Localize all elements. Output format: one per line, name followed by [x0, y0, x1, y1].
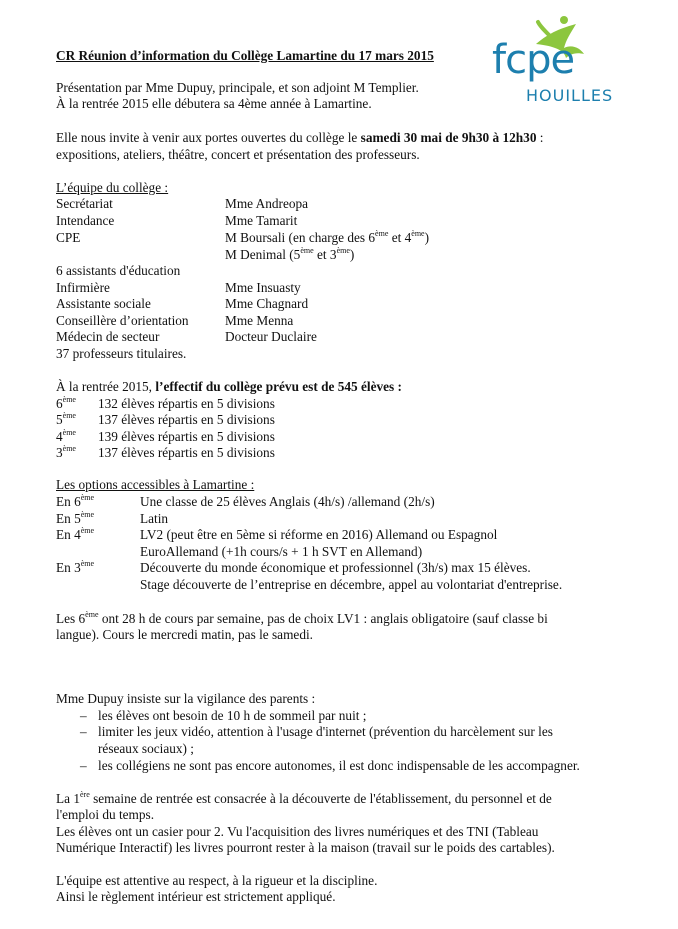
text-part: M Boursali (en charge des 6 — [225, 230, 376, 245]
text-part: Les 6 — [56, 611, 86, 626]
team-name-cpe-1 — [225, 230, 429, 246]
team-name: Mme Tamarit — [225, 213, 298, 228]
text-part: ont 28 h de cours par semaine, pas de choix LV1 : anglais obligatoire (sauf classe bi — [98, 611, 548, 626]
rentree-line-2: l'emploi du temps. — [56, 807, 155, 822]
closing-line-2: Ainsi le règlement intérieur est strictement appliqué. — [56, 889, 336, 904]
open-house-line-2: expositions, ateliers, théâtre, concert et présentation des professeurs. — [56, 147, 420, 162]
team-assistants: 6 assistants d'éducation — [56, 263, 181, 278]
effectif-text: 139 élèves répartis en 5 divisions — [98, 429, 275, 444]
text-part: En 4 — [56, 527, 81, 542]
closing-line-1: L'équipe est attentive au respect, à la rigueur et la discipline. — [56, 873, 378, 888]
vigilance-item: les élèves ont besoin de 10 h de sommeil par nuit ; — [98, 708, 367, 723]
effectif-text: 137 élèves répartis en 5 divisions — [98, 445, 275, 460]
logo-wordmark: fcpe — [492, 37, 575, 83]
superscript: ème — [62, 394, 76, 404]
superscript: ème — [80, 525, 95, 535]
effectif-level — [56, 396, 76, 412]
text-part: En 3 — [56, 560, 81, 575]
text-part: En 6 — [56, 494, 81, 509]
logo-city: HOUILLES — [526, 86, 614, 105]
text-part: ) — [424, 230, 430, 245]
text-part: semaine de rentrée est consacrée à la découverte de l'établissement, du personnel et de — [89, 791, 552, 806]
team-name: Mme Insuasty — [225, 280, 301, 295]
vigilance-item: limiter les jeux vidéo, attention à l'usage d'internet (prévention du harcèlement sur les — [98, 724, 553, 739]
text-part: 3 — [56, 445, 63, 460]
vigilance-intro: Mme Dupuy insiste sur la vigilance des parents : — [56, 691, 316, 706]
team-professeurs: 37 professeurs titulaires. — [56, 346, 187, 361]
team-name: Mme Andreopa — [225, 196, 309, 211]
text-part: La 1 — [56, 791, 80, 806]
superscript: ème — [62, 410, 76, 420]
option-text: Stage découverte de l’entreprise en décembre, appel au volontariat d'entreprise. — [140, 577, 563, 592]
open-house-prefix: Elle nous invite à venir aux portes ouvertes du collège le — [56, 130, 361, 145]
text-part: En 5 — [56, 511, 81, 526]
effectif-level — [56, 445, 76, 461]
option-text: Découverte du monde économique et professionnel (3h/s) max 15 élèves. — [140, 560, 531, 575]
team-role: Conseillère d’orientation — [56, 313, 189, 328]
rentree-line-3: Les élèves ont un casier pour 2. Vu l'acquisition des livres numériques et des TNI (Tableau — [56, 824, 539, 839]
option-text: LV2 (peut être en 5ème si réforme en 2016) Allemand ou Espagnol — [140, 527, 498, 542]
team-name: Mme Chagnard — [225, 296, 309, 311]
rentree-line-1 — [56, 791, 552, 807]
superscript: ème — [80, 509, 95, 519]
bullet-dash: – — [80, 708, 87, 723]
text-part: et 4 — [388, 230, 412, 245]
team-role: Infirmière — [56, 280, 110, 295]
team-name: Docteur Duclaire — [225, 329, 317, 344]
superscript: ème — [80, 492, 95, 502]
superscript: ère — [80, 789, 90, 799]
open-house-date: samedi 30 mai de 9h30 à 12h30 — [360, 130, 537, 145]
team-heading: L’équipe du collège : — [56, 180, 169, 195]
superscript: ème — [300, 245, 314, 255]
team-name: Mme Menna — [225, 313, 294, 328]
team-name-cpe-2 — [225, 247, 354, 263]
superscript: ème — [85, 609, 99, 619]
superscript: ème — [375, 228, 389, 238]
team-role: Assistante sociale — [56, 296, 151, 311]
superscript: ème — [411, 228, 425, 238]
text-part: 4 — [56, 429, 63, 444]
option-text: Une classe de 25 élèves Anglais (4h/s) /allemand (2h/s) — [140, 494, 435, 509]
bullet-dash: – — [80, 758, 87, 773]
text-part: M Denimal (5 — [225, 247, 301, 262]
team-role: CPE — [56, 230, 81, 245]
team-role: Médecin de secteur — [56, 329, 160, 344]
effectif-level — [56, 429, 76, 445]
superscript: ème — [80, 558, 95, 568]
schedule-line-2: langue). Cours le mercredi matin, pas le samedi. — [56, 627, 313, 642]
effectif-heading — [56, 379, 402, 395]
effectif-level — [56, 412, 76, 428]
rentree-line-4: Numérique Interactif) les livres pourront rester à la maison (travail sur le poids des cartables). — [56, 840, 555, 855]
fcpe-logo — [492, 14, 632, 110]
vigilance-item: réseaux sociaux) ; — [98, 741, 194, 756]
option-level — [56, 560, 94, 576]
bullet-dash: – — [80, 724, 87, 739]
option-level — [56, 511, 94, 527]
team-role: Secrétariat — [56, 196, 113, 211]
team-role: Intendance — [56, 213, 115, 228]
open-house-line-1 — [56, 130, 544, 146]
schedule-line-1 — [56, 611, 548, 627]
text-part: et 3 — [313, 247, 337, 262]
effectif-text: 132 élèves répartis en 5 divisions — [98, 396, 275, 411]
text-part: 5 — [56, 412, 63, 427]
text-part: 6 — [56, 396, 63, 411]
option-text: Latin — [140, 511, 169, 526]
intro-line-2: À la rentrée 2015 elle débutera sa 4ème année à Lamartine. — [56, 96, 372, 111]
effectif-text: 137 élèves répartis en 5 divisions — [98, 412, 275, 427]
option-level — [56, 494, 94, 510]
text-part: ) — [349, 247, 355, 262]
intro-line-1: Présentation par Mme Dupuy, principale, et son adjoint M Templier. — [56, 80, 419, 95]
page-title: CR Réunion d’information du Collège Lamartine du 17 mars 2015 — [56, 48, 434, 63]
option-level — [56, 527, 94, 543]
open-house-suffix: : — [536, 130, 544, 145]
options-heading: Les options accessibles à Lamartine : — [56, 477, 255, 492]
vigilance-item: les collégiens ne sont pas encore autonomes, il est donc indispensable de les accompagner. — [98, 758, 580, 773]
superscript: ème — [336, 245, 350, 255]
option-text: EuroAllemand (+1h cours/s + 1 h SVT en Allemand) — [140, 544, 423, 559]
effectif-total: l’effectif du collège prévu est de 545 élèves : — [155, 379, 402, 394]
text-part: À la rentrée 2015, — [56, 379, 156, 394]
superscript: ème — [62, 443, 76, 453]
superscript: ème — [62, 427, 76, 437]
